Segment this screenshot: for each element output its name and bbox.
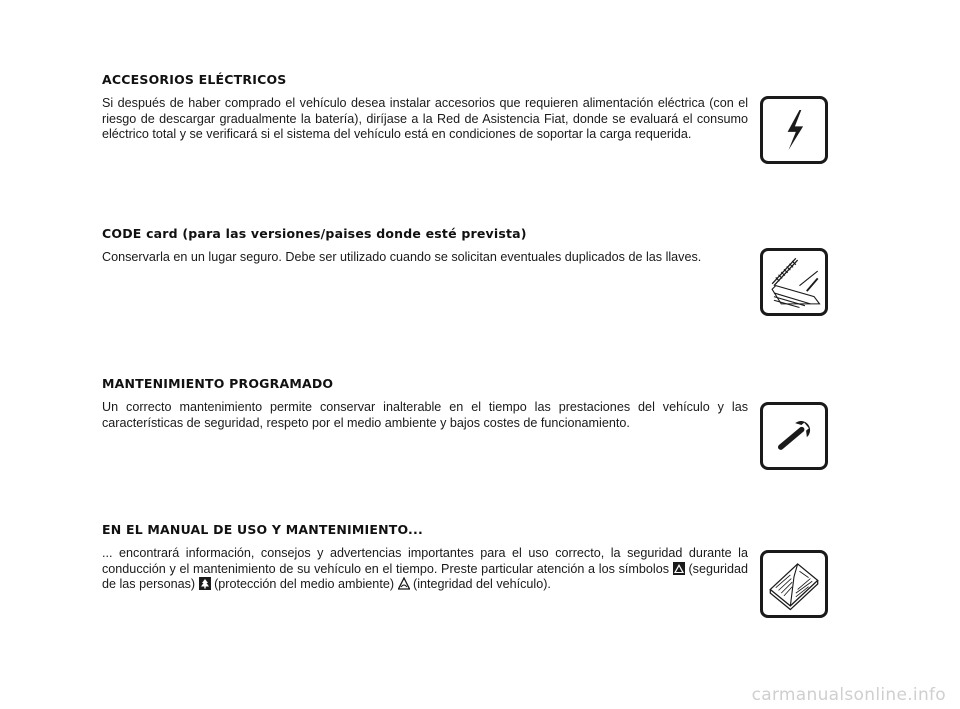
text-part: ... encontrará información, consejos y advertencias importantes para el uso correcto, la seguridad durante la conducción y el mantenimiento de su vehículo en el tiempo. Preste particular atención a los símbolos [102, 546, 748, 576]
open-book-icon [760, 550, 828, 618]
vehicle-integrity-icon [398, 577, 410, 590]
wrench-icon [760, 402, 828, 470]
section-title: ACCESORIOS ELÉCTRICOS [102, 72, 287, 87]
person-safety-icon [673, 562, 685, 575]
text-part: (seguridad de las personas) [102, 561, 748, 592]
text-part: (integridad del vehículo). [409, 577, 551, 592]
section-title: EN EL MANUAL DE USO Y MANTENIMIENTO... [102, 522, 423, 537]
text-part: (protección del medio ambiente) [210, 577, 398, 592]
section-code-card [102, 226, 748, 266]
section-electrical-accessories [102, 72, 748, 143]
section-text: Un correcto mantenimiento permite conservar inalterable en el tiempo las prestaciones del vehículo y las características de seguridad, respeto por el medio ambiente y bajos costes de funcionamiento. [102, 400, 748, 430]
environment-icon [199, 577, 211, 590]
section-scheduled-maintenance [102, 376, 748, 431]
section-text: Conservarla en un lugar seguro. Debe ser utilizado cuando se solicitan eventuales duplicados de las llaves. [102, 250, 702, 264]
code-card-icon [760, 248, 828, 316]
section-title: MANTENIMIENTO PROGRAMADO [102, 376, 334, 391]
watermark: carmanualsonline.info [751, 685, 946, 705]
section-use-maintenance-manual [102, 522, 748, 593]
lightning-bolt-icon [760, 96, 828, 164]
section-text: Si después de haber comprado el vehículo desea instalar accesorios que requieren alimentación eléctrica (con el riesgo de descargar gradualmente la batería), diríjase a la Red de Asistencia Fiat, donde se evaluará el consumo eléctrico total y se verificará si el sistema del vehículo está en condiciones de soportar la carga requerida. [102, 96, 748, 142]
section-text [102, 546, 748, 593]
section-title: CODE card (para las versiones/paises donde esté prevista) [102, 226, 527, 241]
